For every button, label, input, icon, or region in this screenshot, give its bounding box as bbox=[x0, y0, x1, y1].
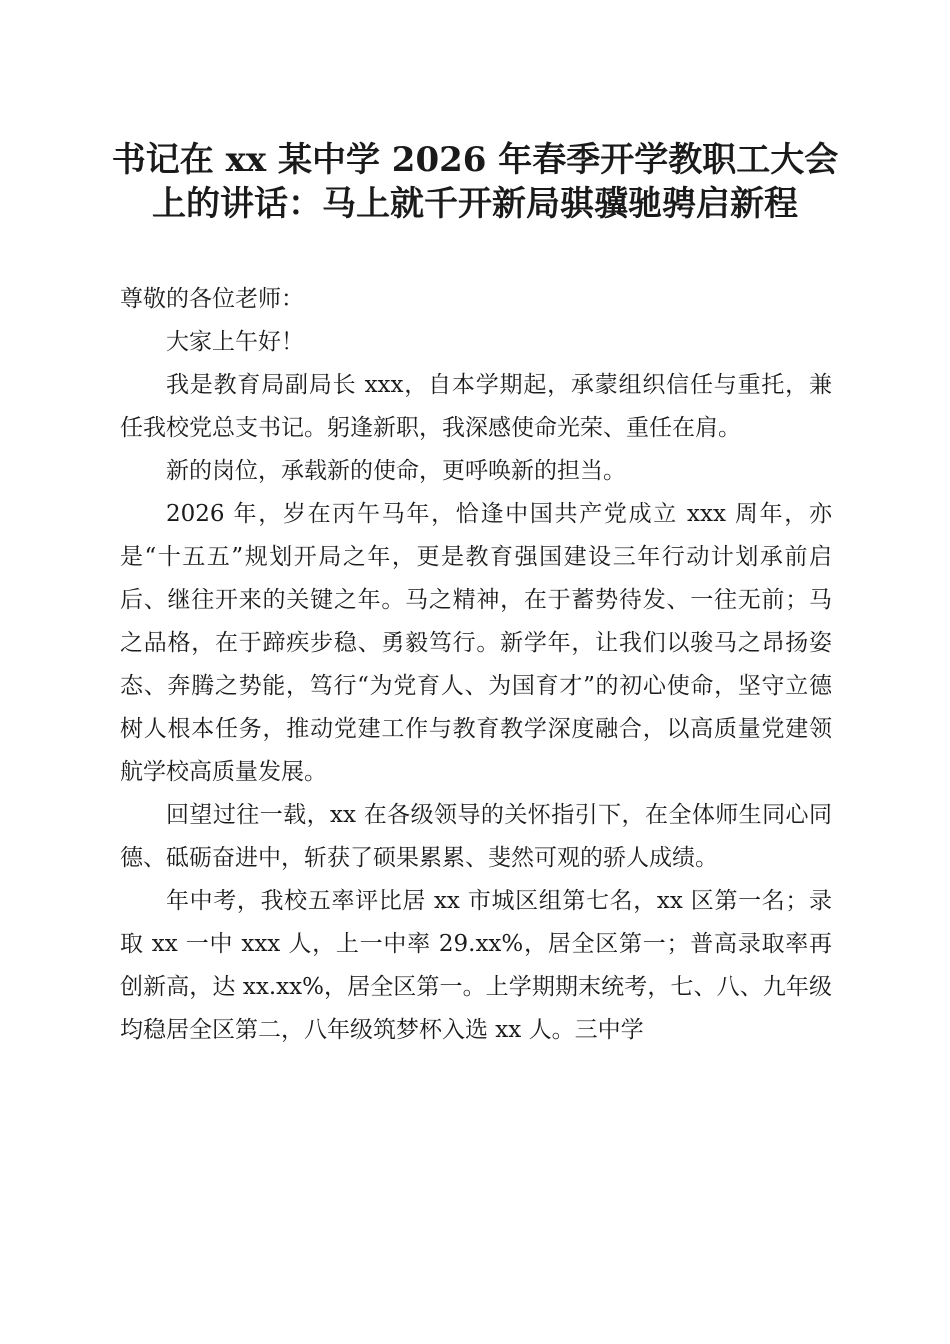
title-line-1: 书记在 xx 某中学 2026 年春季开学教职工大会 bbox=[111, 140, 839, 180]
paragraph-review: 回望过往一载，xx 在各级领导的关怀指引下，在全体师生同心同德、砥砺奋进中，斩获了硕果累累、斐然可观的骄人成绩。 bbox=[120, 802, 832, 871]
salutation: 尊敬的各位老师： bbox=[120, 286, 304, 312]
page-title bbox=[80, 138, 870, 226]
paragraph-exam-results: 年中考，我校五率评比居 xx 市城区组第七名，xx 区第一名；录取 xx 一中 xxx 人，上一中率 29.xx%，居全区第一；普高录取率再创新高，达 xx.xx%，居全区第一。上学期期末统考，七、八、九年级均稳居全区第二，八年级筑梦杯入选 xx 人。三中学 bbox=[120, 888, 832, 1043]
paragraph-introduction: 我是教育局副局长 xxx，自本学期起，承蒙组织信任与重托，兼任我校党总支书记。躬逢新职，我深感使命光荣、重任在肩。 bbox=[120, 372, 832, 441]
title-line-2: 上的讲话：马上就千开新局骐骥驰骋启新程 bbox=[152, 184, 798, 224]
paragraph-greeting: 大家上午好！ bbox=[166, 329, 304, 355]
paragraph-new-mission: 新的岗位，承载新的使命，更呼唤新的担当。 bbox=[166, 458, 626, 484]
paragraph-year-2026: 2026 年，岁在丙午马年，恰逢中国共产党成立 xxx 周年，亦是“十五五”规划开局之年，更是教育强国建设三年行动计划承前启后、继往开来的关键之年。马之精神，在于蓄势待发、一往无前；马之品格，在于蹄疾步稳、勇毅笃行。新学年，让我们以骏马之昂扬姿态、奔腾之势能，笃行“为党育人、为国育才”的初心使命，坚守立德树人根本任务，推动党建工作与教育教学深度融合，以高质量党建领航学校高质量发展。 bbox=[120, 501, 832, 785]
speech-body bbox=[120, 278, 832, 1052]
